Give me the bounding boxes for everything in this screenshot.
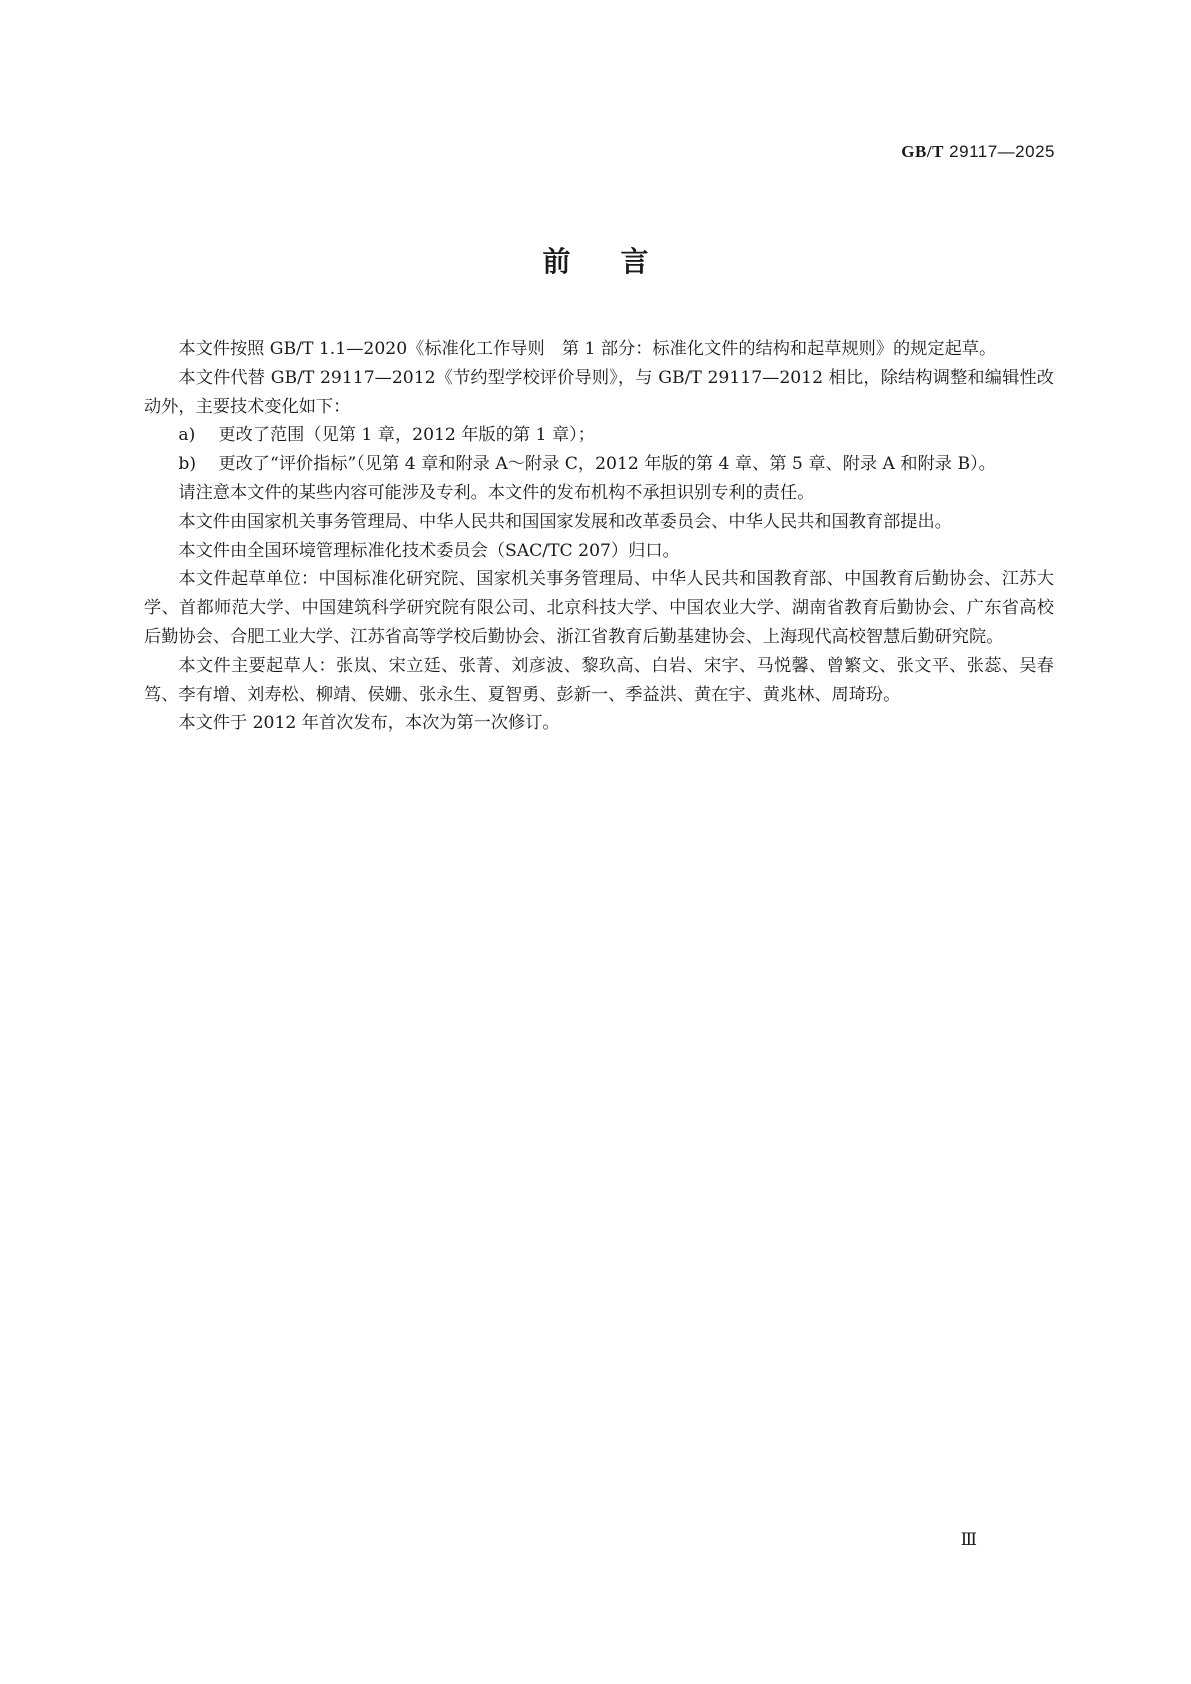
paragraph-proposer: 本文件由国家机关事务管理局、中华人民共和国国家发展和改革委员会、中华人民共和国教育部提出。: [178, 511, 952, 532]
change-item-marker: a): [178, 425, 196, 446]
standard-code: 29117—2025: [949, 142, 1055, 161]
change-item: [144, 450, 1054, 479]
change-item: [144, 421, 1054, 450]
paragraph-drafting-organizations: 本文件起草单位：中国标准化研究院、国家机关事务管理局、中华人民共和国教育部、中国教育后勤协会、江苏大学、首都师范大学、中国建筑科学研究院有限公司、北京科技大学、中国农业大学、湖南省教育后勤协会、广东省高校后勤协会、合肥工业大学、江苏省高等学校后勤协会、浙江省教育后勤基建协会、上海现代高校智慧后勤研究院。: [144, 569, 1054, 647]
change-item-text: 更改了范围（见第 1 章，2012 年版的第 1 章）；: [218, 425, 595, 446]
paragraph-drafting-rules: 本文件按照 GB/T 1.1—2020《标准化工作导则 第 1 部分：标准化文件的结构和起草规则》的规定起草。: [178, 339, 997, 359]
paragraph-replacement: 本文件代替 GB/T 29117—2012《节约型学校评价导则》，与 GB/T 29117—2012 相比，除结构调整和编辑性改动外，主要技术变化如下：: [144, 367, 1054, 417]
paragraph-publication-history: 本文件于 2012 年首次发布，本次为第一次修订。: [178, 713, 560, 734]
foreword-body: [144, 335, 1054, 738]
change-item-marker: b): [178, 454, 197, 475]
page-title: 前言: [542, 245, 699, 278]
page-number: Ⅲ: [960, 1530, 977, 1550]
paragraph-technical-committee: 本文件由全国环境管理标准化技术委员会（SAC/TC 207）归口。: [178, 540, 680, 561]
standard-prefix: GB/T: [901, 142, 944, 161]
paragraph-drafters: 本文件主要起草人：张岚、宋立廷、张菁、刘彦波、黎玖高、白岩、宋宇、马悦馨、曾繁文、张文平、张蕊、吴春笃、李有增、刘寿松、柳靖、侯姗、张永生、夏智勇、彭新一、季益洪、黄在宇、黄兆林、周琦玢。: [144, 655, 1054, 705]
paragraph-patent-notice: 请注意本文件的某些内容可能涉及专利。本文件的发布机构不承担识别专利的责任。: [178, 482, 815, 503]
change-item-text: 更改了“评价指标”（见第 4 章和附录 A～附录 C，2012 年版的第 4 章、第 5 章、附录 A 和附录 B）。: [218, 454, 996, 475]
standard-number: [901, 142, 1055, 162]
